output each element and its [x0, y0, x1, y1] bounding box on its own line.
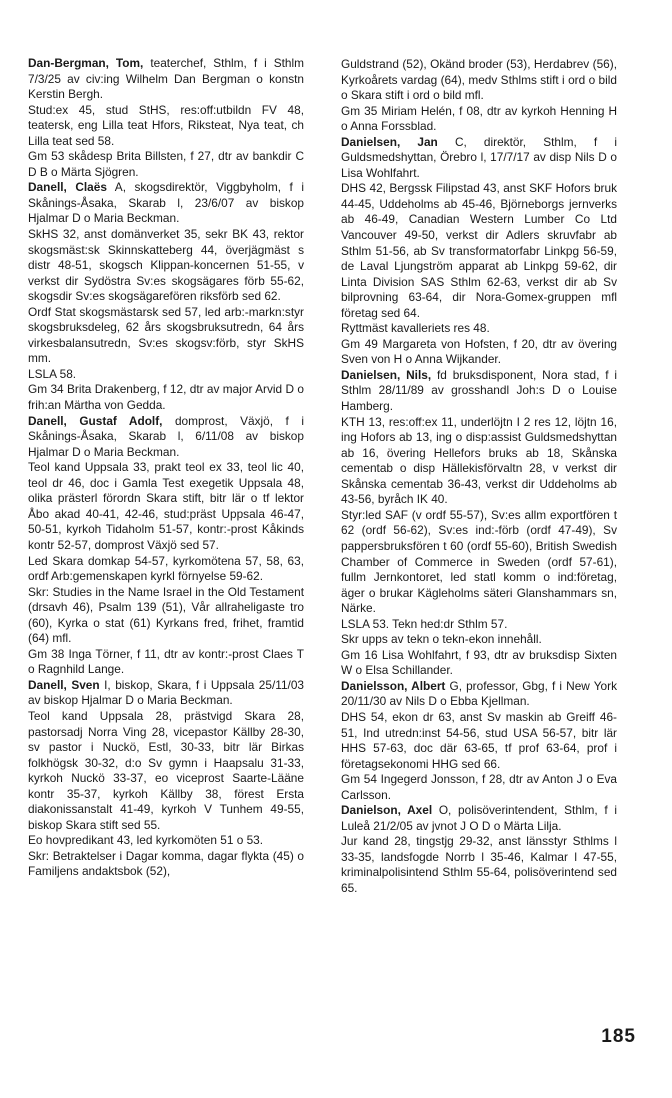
entry-text: Skr: Betraktelser i Dagar komma, dagar flykta (45) o Familjens andaktsbok (52), — [28, 848, 304, 879]
entry-text: Gm 53 skådesp Brita Billsten, f 27, dtr av bankdir C D B o Märta Sjögren. — [28, 149, 304, 179]
entry-paragraph — [28, 678, 304, 709]
sub-paragraph — [341, 337, 617, 368]
entry-name: Danielsen, Nils, — [341, 367, 432, 382]
sub-paragraph — [28, 367, 304, 383]
entry-text: Gm 35 Miriam Helén, f 08, dtr av kyrkoh Henning H o Anna Forssblad. — [341, 103, 617, 134]
sub-paragraph — [341, 508, 617, 617]
sub-paragraph — [341, 57, 617, 104]
entry-text: Gm 49 Margareta von Hofsten, f 20, dtr av övering Sven von H o Anna Wijkander. — [341, 336, 617, 367]
sub-paragraph — [341, 772, 617, 803]
entry-text: Gm 34 Brita Drakenberg, f 12, dtr av major Arvid D o frih:an Märtha von Gedda. — [28, 382, 304, 413]
entry-text: Jur kand 28, tingstjg 29-32, anst länsstyr Sthlms l 33-35, landsfogde Norrb l 35-46, Kalmar l 47-55, kriminalpolisintend Sthlm 55-64, polisöverintend sed 65. — [341, 834, 617, 895]
sub-paragraph — [28, 554, 304, 585]
entry-text: Teol kand Uppsala 33, prakt teol ex 33, teol lic 40, teol dr 46, doc i Gamla Test exegetik Uppsala 48, olika prästerl förordn Skara stift, bitr lär o tf lektor Åbo akad 40-41, 42-46, stud:präst Uppsala 46-47, 50-51, kyrkoh Tidaholm 51-57, kontr:-prost Kåkinds kontr 52-57, domprost Växjö sed 57. — [28, 460, 304, 552]
sub-paragraph — [341, 710, 617, 772]
entry-name: Danell, Sven — [28, 677, 100, 692]
sub-paragraph — [28, 305, 304, 367]
entry-text: Styr:led SAF (v ordf 55-57), Sv:es allm exportfören t 62 (ordf 56-62), Sv:es ind:-förb (ordf 47-49), Sv pappersbruksfören t 60 (ordf 55-60), British Swedish Chamber of Commerce in Sweden (ordf 57-61), fullm Jernkontoret, led statl komm o ind:företag, äger o brukar Kägleholms säteri Glanshammars sn, Närke. — [341, 507, 617, 616]
entry-text: fd bruksdisponent, Nora stad, f i Sthlm 28/11/89 av grosshandl Joh:s D o Louise Hamberg. — [341, 367, 617, 414]
entry-text: DHS 42, Bergssk Filipstad 43, anst SKF Hofors bruk 44-45, Uddeholms ab 45-46, Björneborgs jernverks ab 46-49, Canadian Western Lumber Co Ltd Vancouver 49-50, verkst dir Adlers skruvfabr ab Sthlm 51-56, ab Sv transformatorfabr Linkpg 56-59, de Laval Ljungström apparat ab Linkpg 59-62, dir Linta Division SAS Sthlm 62-63, verkst dir ab Sv bilprovning 63-64, dir Nora-Gomex-gruppen mfl företag sed 64. — [341, 181, 617, 320]
entry-name: Danielsson, Albert — [341, 678, 446, 693]
entry-paragraph — [341, 368, 617, 415]
entry-paragraph — [28, 56, 304, 103]
entry-text: Led Skara domkap 54-57, kyrkomötena 57, 58, 63, ordf Arb:gemenskapen kyrkl förnyelse 59-62. — [28, 553, 304, 584]
sub-paragraph — [28, 460, 304, 553]
entry-text: Ordf Stat skogsmästarsk sed 57, led arb:-markn:styr skogsbruksdeleg, 62 års skogsbruksutredn, 64 års virkesbalansutredn, Sv:es skogsv:förb, styr SkHS mm. — [28, 304, 304, 366]
entry-text: Stud:ex 45, stud StHS, res:off:utbildn FV 48, teatersk, eng Lilla teat Hfors, Riksteat, Nya teat, ch Lilla teat sed 58. — [28, 102, 304, 148]
entry-text: G, professor, Gbg, f i New York 20/11/30 av Nils D o Ebba Kjellman. — [341, 678, 618, 709]
entry-name: Danell, Gustaf Adolf, — [28, 413, 163, 428]
entry-text: Gm 38 Inga Törner, f 11, dtr av kontr:-prost Claes T o Ragnhild Lange. — [28, 646, 304, 677]
entry-paragraph — [341, 135, 617, 182]
entry-text: teaterchef, Sthlm, f i Sthlm 7/3/25 av civ:ing Wilhelm Dan Bergman o konstn Kerstin Bergh. — [28, 56, 304, 102]
entry-text: LSLA 53. Tekn hed:dr Sthlm 57. — [341, 616, 508, 631]
entry-text: Gm 54 Ingegerd Jonsson, f 28, dtr av Anton J o Eva Carlsson. — [341, 772, 617, 802]
entry-text: A, skogsdirektör, Viggbyholm, f i Skånings-Åsaka, Skarab l, 23/6/07 av biskop Hjalmar D o Maria Beckman. — [28, 180, 304, 226]
entry-name: Danielson, Axel — [341, 803, 433, 818]
entry-text: Guldstrand (52), Okänd broder (53), Herdabrev (56), Kyrkoårets vardag (64), medv Sthlms stift i ord o bild o Skara stift i ord o bild mfl. — [341, 57, 617, 103]
sub-paragraph — [28, 849, 304, 880]
sub-paragraph — [28, 382, 304, 413]
entry-text: Gm 16 Lisa Wohlfahrt, f 93, dtr av bruksdisp Sixten W o Elsa Schillander. — [341, 647, 617, 678]
entry-text: DHS 54, ekon dr 63, anst Sv maskin ab Greiff 46-51, Ind utredn:inst 54-56, stud USA 56-57, bitr lär HHS 57-63, doc där 63-65, tf prof 63-64, prof i företagsekonomi HHG sed 66. — [341, 709, 617, 771]
entry-name: Danielsen, Jan — [341, 134, 438, 149]
entry-text: Skr: Studies in the Name Israel in the Old Testament (drsavh 46), Psalm 139 (51), Vår allraheligaste tro (60), Kyrka o stat (61) Kyrkans fred, frihet, framtid (64) mfl. — [28, 584, 304, 646]
entry-paragraph — [28, 414, 304, 461]
sub-paragraph — [28, 585, 304, 647]
entry-name: Dan-Bergman, Tom, — [28, 56, 144, 70]
sub-paragraph — [341, 834, 617, 896]
entry-text: C, direktör, Sthlm, f i Guldsmedshyttan, Örebro l, 17/7/17 av disp Nils D o Lisa Wohlfahrt. — [341, 134, 617, 180]
right-column — [341, 57, 617, 897]
entry-text: SkHS 32, anst domänverket 35, sekr BK 43, rektor skogsmäst:sk Skinnskatteberg 44, överjägmäst s distr 48-51, skogsch Klippan-koncernen 51-55, v verkst dir Sydöstra Sv:es skogsägares förb 55-62, skogsdir Sv:es skogsägarefören riksförb sed 62. — [28, 227, 304, 304]
entry-text: domprost, Växjö, f i Skånings-Åsaka, Skarab l, 6/11/08 av biskop Hjalmar D o Maria Beckman. — [28, 413, 304, 459]
entry-text: I, biskop, Skara, f i Uppsala 25/11/03 av biskop Hjalmar D o Maria Beckman. — [28, 677, 304, 708]
entry-text: Ryttmäst kavalleriets res 48. — [341, 321, 490, 336]
sub-paragraph — [28, 833, 304, 849]
sub-paragraph — [341, 321, 617, 337]
entry-paragraph — [341, 803, 617, 834]
sub-paragraph — [341, 181, 617, 321]
entry-text: Eo hovpredikant 43, led kyrkomöten 51 o 53. — [28, 833, 264, 848]
sub-paragraph — [28, 647, 304, 678]
entry-paragraph — [28, 180, 304, 227]
entry-text: Skr upps av tekn o tekn-ekon innehåll. — [341, 632, 542, 647]
page-number: 185 — [601, 1026, 636, 1047]
sub-paragraph — [341, 104, 617, 135]
sub-paragraph — [341, 632, 617, 648]
sub-paragraph — [28, 709, 304, 833]
sub-paragraph — [341, 648, 617, 679]
sub-paragraph — [28, 227, 304, 305]
entry-paragraph — [341, 679, 617, 710]
sub-paragraph — [28, 149, 304, 180]
entry-text: O, polisöverintendent, Sthlm, f i Luleå 21/2/05 av jvnot J O D o Märta Lilja. — [341, 803, 617, 833]
sub-paragraph — [28, 103, 304, 150]
entry-text: KTH 13, res:off:ex 11, underlöjtn I 2 res 12, löjtn 16, ing Hofors ab 13, ing o disp:assist Guldsmedshyttan ab 16, övering Hellefors bruks ab 18, Skånska cementab o disp Hällekisförvaltn 28, v verkst dir Skånska cementab 36-43, verkst dir Uddeholms ab 43-56, byråch IK 40. — [341, 414, 617, 507]
sub-paragraph — [341, 617, 617, 633]
left-column — [28, 56, 304, 880]
sub-paragraph — [341, 415, 617, 508]
entry-name: Danell, Claës — [28, 180, 107, 195]
entry-text: LSLA 58. — [28, 366, 77, 381]
entry-text: Teol kand Uppsala 28, prästvigd Skara 28, pastorsadj Norra Ving 28, vicepastor Källby 28-30, sv pastor i Nuckö, Estl, 30-33, bitr lär Birkas folkhögsk 30-32, d:o Sv gymn i Haapsalu 31-33, kyrkoh Nuckö 33-37, eo viceprost Saarte-Lääne kontr 35-37, kyrkoh Källby 38, förest Ersta diakonissanstalt 41-49, kyrkoh V Tunhem 49-55, biskop Skara stift sed 55. — [28, 708, 304, 832]
